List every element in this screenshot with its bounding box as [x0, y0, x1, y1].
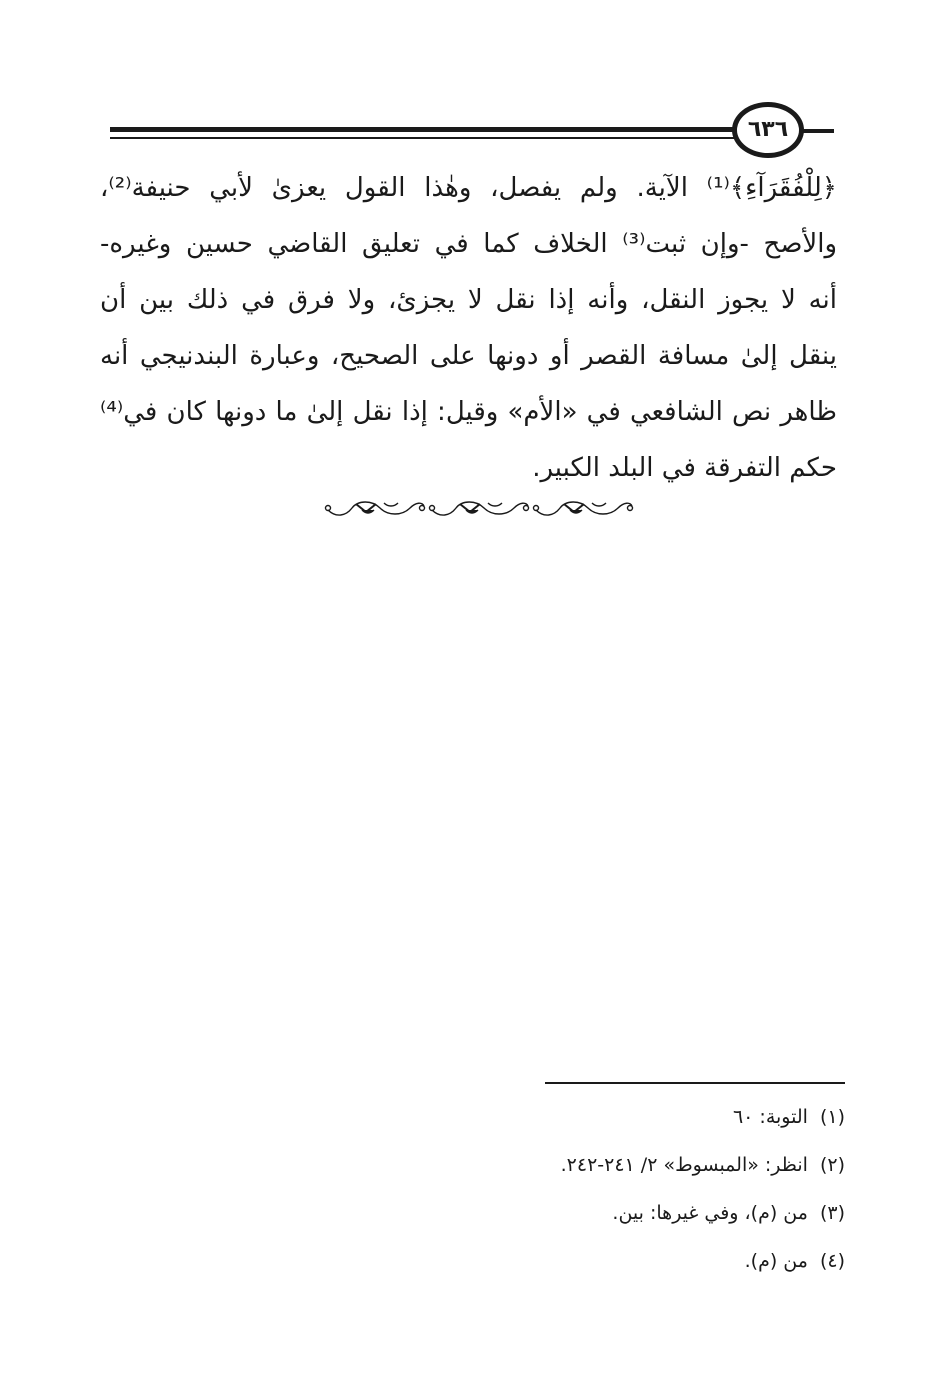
footnote-number: (٤) [819, 1250, 845, 1272]
footnote-text: من (م)، وفي غيرها: بين. [612, 1202, 808, 1224]
page-number-badge [732, 102, 804, 158]
body-line: ينقل إلىٰ مسافة القصر أو دونها على الصحيح، وعبارة البندنيجي أنه [100, 341, 837, 371]
header-rule-tail [800, 129, 834, 133]
footnote-text: من (م). [744, 1250, 808, 1272]
footnote-text: انظر: «المبسوط» ٢/ ٢٤١-٢٤٢. [560, 1154, 808, 1176]
body-text [100, 160, 837, 496]
body-line: ﴿لِلْفُقَرَآءِ﴾⁽¹⁾ الآية. ولم يفصل، وهٰذا القول يعزىٰ لأبي حنيفة⁽²⁾، [100, 173, 837, 203]
footnote-number: (٢) [819, 1154, 845, 1176]
footnote [345, 1093, 845, 1141]
footnote [345, 1189, 845, 1237]
body-line: حكم التفرقة في البلد الكبير. [532, 453, 837, 483]
body-line: ظاهر نص الشافعي في «الأم» وقيل: إذا نقل إلىٰ ما دونها كان في⁽⁴⁾ [100, 397, 837, 427]
ornament-divider-icon [322, 494, 634, 522]
header-rule [110, 127, 740, 132]
footnote-number: (١) [819, 1106, 845, 1128]
header-rule-thin [110, 137, 740, 139]
page-number: ٦٣٦ [747, 117, 789, 142]
footnote-number: (٣) [819, 1202, 845, 1224]
footnote [345, 1237, 845, 1285]
footnote [345, 1141, 845, 1189]
footnotes [345, 1093, 845, 1285]
footnote-text: التوبة: ٦٠ [732, 1106, 808, 1128]
footnote-separator [545, 1082, 845, 1084]
body-line: أنه لا يجوز النقل، وأنه إذا نقل لا يجزئ، ولا فرق في ذلك بين أن [100, 285, 837, 315]
body-line: والأصح -وإن ثبت⁽³⁾ الخلاف كما في تعليق القاضي حسين وغيره- [100, 229, 838, 259]
